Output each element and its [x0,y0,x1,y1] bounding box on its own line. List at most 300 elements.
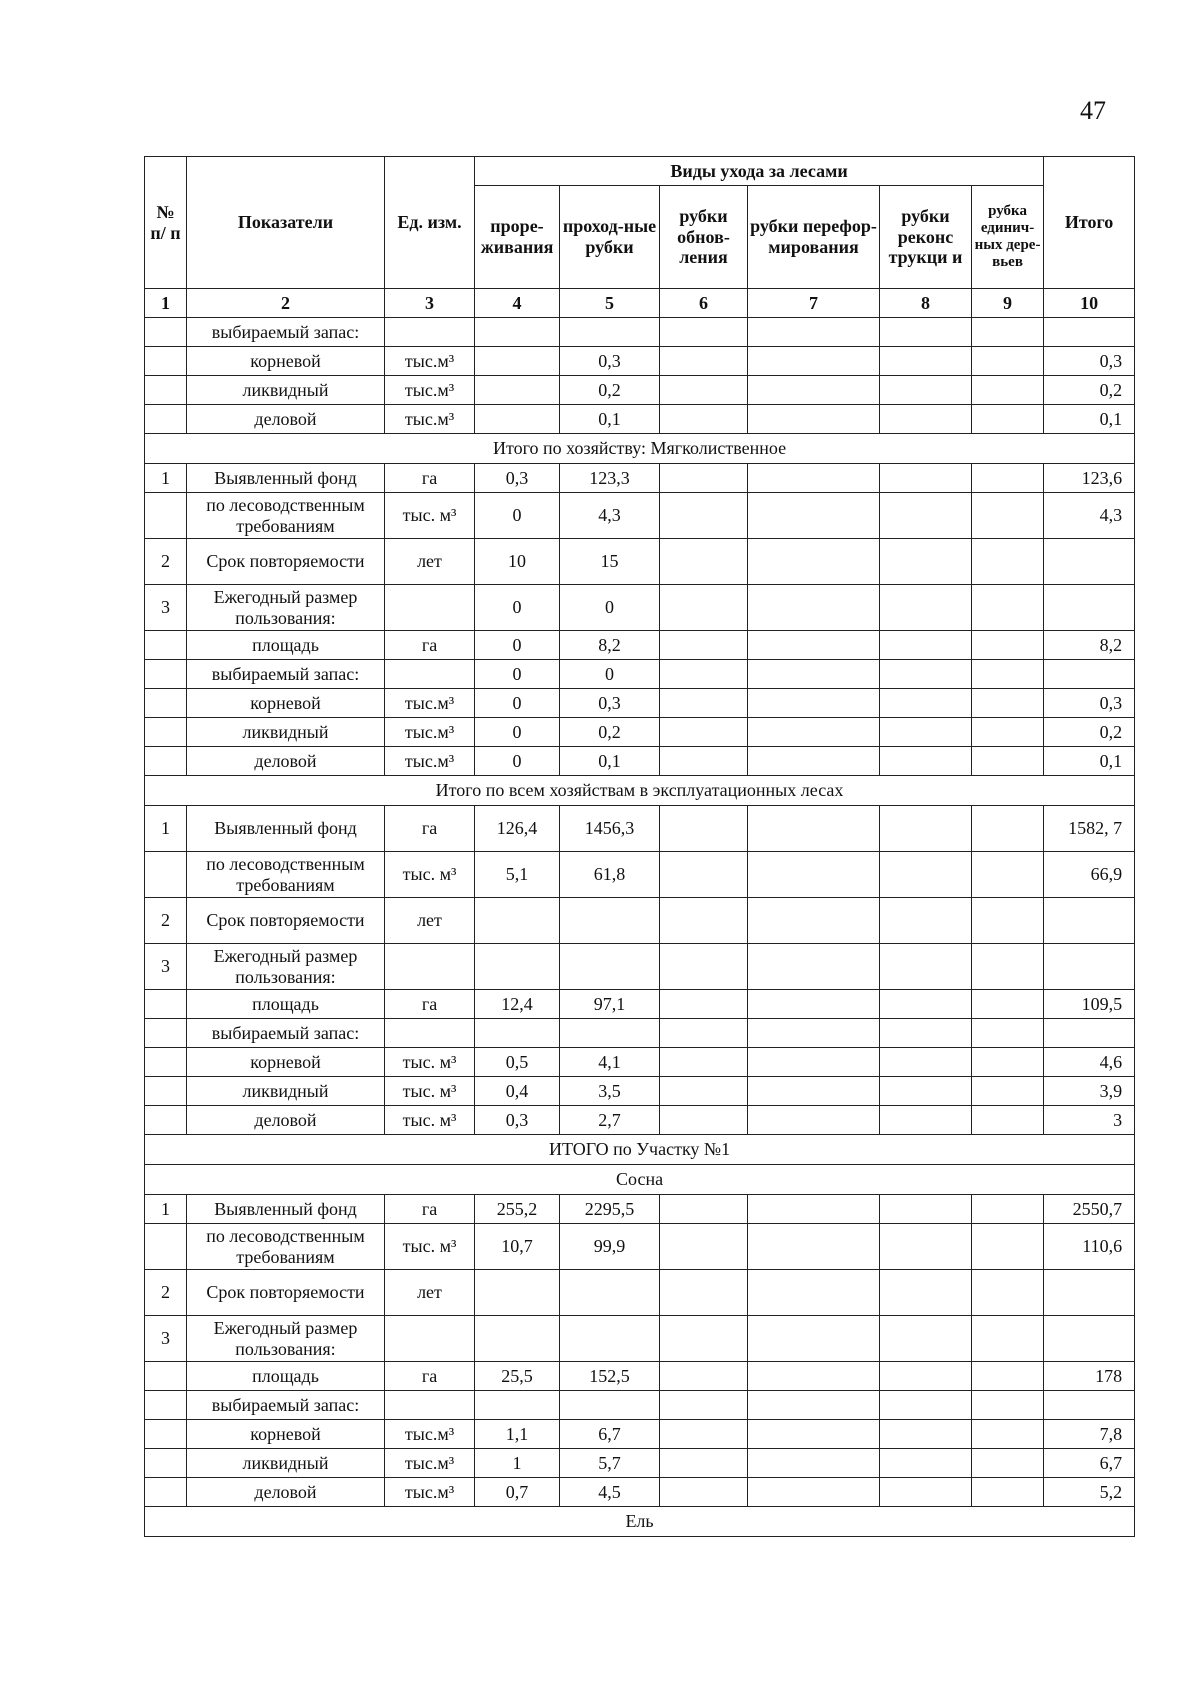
value-cell [560,1019,660,1048]
value-cell [748,539,880,585]
value-cell [560,1270,660,1316]
value-cell [660,1077,748,1106]
table-row [145,990,1135,1019]
unit-cell: тыс.м³ [385,689,475,718]
value-cell [972,1420,1044,1449]
row-number-cell [145,1362,187,1391]
row-number-cell [145,1449,187,1478]
header-type-passage-cutting: проход-ные рубки [560,186,660,289]
value-cell [972,852,1044,898]
row-number-cell [145,376,187,405]
value-cell: 6,7 [560,1420,660,1449]
total-cell: 8,2 [1044,631,1135,660]
row-number-cell [145,631,187,660]
value-cell: 255,2 [475,1195,560,1224]
value-cell: 4,1 [560,1048,660,1077]
value-cell [748,1224,880,1270]
total-cell [1044,660,1135,689]
value-cell [972,631,1044,660]
value-cell [748,747,880,776]
value-cell [475,376,560,405]
value-cell [880,718,972,747]
row-number-cell: 3 [145,585,187,631]
value-cell [748,990,880,1019]
indicator-cell: выбираемый запас: [187,660,385,689]
header-type-single-tree-cutting: рубка единич-ных дере-вьев [972,186,1044,289]
row-number-cell [145,1019,187,1048]
value-cell: 0,3 [560,689,660,718]
value-cell [660,1478,748,1507]
row-number-cell [145,1048,187,1077]
value-cell [660,585,748,631]
unit-cell: тыс.м³ [385,347,475,376]
row-number-cell: 2 [145,898,187,944]
value-cell: 2295,5 [560,1195,660,1224]
value-cell [560,898,660,944]
indicator-cell: корневой [187,689,385,718]
table-row [145,1270,1135,1316]
value-cell: 5,1 [475,852,560,898]
value-cell: 10,7 [475,1224,560,1270]
value-cell [660,747,748,776]
value-cell [880,1420,972,1449]
table-header [145,157,1135,318]
unit-cell: тыс.м³ [385,405,475,434]
value-cell [660,347,748,376]
indicator-cell: Выявленный фонд [187,806,385,852]
value-cell [880,1077,972,1106]
value-cell [972,1362,1044,1391]
value-cell [972,405,1044,434]
row-number-cell [145,405,187,434]
header-indicators: Показатели [187,157,385,289]
unit-cell: га [385,1362,475,1391]
column-number: 9 [972,289,1044,318]
section-title: Итого по всем хозяйствам в эксплуатационных лесах [145,776,1135,806]
total-cell [1044,1270,1135,1316]
indicator-cell: ликвидный [187,718,385,747]
value-cell [748,376,880,405]
column-number: 7 [748,289,880,318]
indicator-cell: площадь [187,1362,385,1391]
value-cell [972,1270,1044,1316]
total-cell: 3,9 [1044,1077,1135,1106]
value-cell [748,1048,880,1077]
value-cell [972,1449,1044,1478]
unit-cell: тыс. м³ [385,1077,475,1106]
unit-cell [385,585,475,631]
row-number-cell: 3 [145,944,187,990]
value-cell [748,1478,880,1507]
table-row [145,1048,1135,1077]
column-number: 6 [660,289,748,318]
table-row [145,1019,1135,1048]
value-cell: 0 [475,747,560,776]
table-row [145,718,1135,747]
section-title: ИТОГО по Участку №1 [145,1135,1135,1165]
value-cell: 0 [560,660,660,689]
indicator-cell: Ежегодный размер пользования: [187,944,385,990]
value-cell: 0 [475,493,560,539]
header-type-renewal-cutting: рубки обнов-ления [660,186,748,289]
column-number: 2 [187,289,385,318]
value-cell: 0,7 [475,1478,560,1507]
value-cell [880,1048,972,1077]
value-cell: 0 [560,585,660,631]
value-cell [660,852,748,898]
table-row [145,1316,1135,1362]
page-number: 47 [1080,96,1106,125]
unit-cell [385,318,475,347]
value-cell [972,660,1044,689]
value-cell [560,1391,660,1420]
value-cell [748,689,880,718]
value-cell: 126,4 [475,806,560,852]
value-cell [880,689,972,718]
value-cell [748,347,880,376]
value-cell [972,1195,1044,1224]
table-row [145,689,1135,718]
value-cell [660,405,748,434]
value-cell [880,1316,972,1362]
row-number-cell: 2 [145,539,187,585]
indicator-cell: выбираемый запас: [187,1019,385,1048]
unit-cell: лет [385,539,475,585]
value-cell [748,852,880,898]
value-cell [880,405,972,434]
indicator-cell: деловой [187,1478,385,1507]
table-body [145,318,1135,1537]
value-cell: 0 [475,585,560,631]
total-cell: 4,6 [1044,1048,1135,1077]
total-cell [1044,944,1135,990]
indicator-cell: по лесоводственным требованиям [187,493,385,539]
table-row [145,405,1135,434]
total-cell [1044,1391,1135,1420]
value-cell: 61,8 [560,852,660,898]
value-cell [972,585,1044,631]
forest-care-table [144,156,1135,1537]
value-cell [972,1224,1044,1270]
value-cell [880,1391,972,1420]
row-number-cell [145,1106,187,1135]
value-cell [748,318,880,347]
unit-cell [385,660,475,689]
value-cell [880,1449,972,1478]
header-type-reconstruction-cutting: рубки реконс трукци и [880,186,972,289]
total-cell: 0,3 [1044,347,1135,376]
value-cell [972,747,1044,776]
value-cell [748,1077,880,1106]
row-number-cell: 1 [145,1195,187,1224]
value-cell: 123,3 [560,464,660,493]
value-cell [748,898,880,944]
value-cell [880,1362,972,1391]
indicator-cell: Срок повторяемости [187,898,385,944]
total-cell [1044,1019,1135,1048]
table-row [145,898,1135,944]
value-cell [880,1224,972,1270]
value-cell: 0 [475,718,560,747]
value-cell: 0,2 [560,718,660,747]
total-cell [1044,318,1135,347]
row-number-cell [145,1478,187,1507]
total-cell: 7,8 [1044,1420,1135,1449]
value-cell [475,1391,560,1420]
total-cell: 4,3 [1044,493,1135,539]
value-cell [972,718,1044,747]
value-cell [972,1106,1044,1135]
value-cell [880,944,972,990]
row-number-cell [145,689,187,718]
value-cell [880,990,972,1019]
value-cell: 152,5 [560,1362,660,1391]
value-cell [660,1420,748,1449]
value-cell [972,1478,1044,1507]
value-cell [660,318,748,347]
indicator-cell: Срок повторяемости [187,1270,385,1316]
column-number: 5 [560,289,660,318]
value-cell [660,718,748,747]
value-cell: 97,1 [560,990,660,1019]
section-title: Сосна [145,1165,1135,1195]
value-cell [748,660,880,689]
indicator-cell: ликвидный [187,1449,385,1478]
section-title: Ель [145,1507,1135,1537]
total-cell: 0,1 [1044,747,1135,776]
total-cell: 0,1 [1044,405,1135,434]
value-cell [660,1048,748,1077]
value-cell [748,1270,880,1316]
unit-cell: га [385,990,475,1019]
value-cell [972,493,1044,539]
row-number-cell [145,1077,187,1106]
total-cell: 178 [1044,1362,1135,1391]
value-cell [880,347,972,376]
header-total: Итого [1044,157,1135,289]
row-number-cell [145,493,187,539]
table-row [145,660,1135,689]
row-number-cell: 1 [145,806,187,852]
value-cell: 0 [475,631,560,660]
row-number-cell [145,1420,187,1449]
value-cell [475,1270,560,1316]
row-number-cell [145,852,187,898]
row-number-cell [145,1391,187,1420]
value-cell [972,1316,1044,1362]
indicator-cell: корневой [187,347,385,376]
value-cell [660,1106,748,1135]
total-cell: 1582, 7 [1044,806,1135,852]
value-cell: 2,7 [560,1106,660,1135]
value-cell: 1456,3 [560,806,660,852]
unit-cell: га [385,464,475,493]
value-cell [880,1478,972,1507]
value-cell [748,1362,880,1391]
value-cell [972,539,1044,585]
value-cell: 1,1 [475,1420,560,1449]
value-cell: 12,4 [475,990,560,1019]
total-cell [1044,898,1135,944]
value-cell [972,347,1044,376]
indicator-cell: ликвидный [187,1077,385,1106]
value-cell: 5,7 [560,1449,660,1478]
value-cell [475,944,560,990]
value-cell [748,806,880,852]
table-row [145,464,1135,493]
table-row [145,585,1135,631]
value-cell [660,1391,748,1420]
table-row [145,747,1135,776]
row-number-cell [145,990,187,1019]
unit-cell: тыс. м³ [385,493,475,539]
value-cell [880,806,972,852]
value-cell [972,806,1044,852]
value-cell [660,376,748,405]
value-cell [972,1077,1044,1106]
section-header-row [145,1507,1135,1537]
unit-cell: лет [385,898,475,944]
value-cell [748,944,880,990]
value-cell [748,1449,880,1478]
value-cell [660,660,748,689]
table-row [145,1391,1135,1420]
table-row [145,631,1135,660]
value-cell: 0,2 [560,376,660,405]
header-unit: Ед. изм. [385,157,475,289]
table-row [145,493,1135,539]
value-cell [880,747,972,776]
value-cell [475,898,560,944]
unit-cell: тыс.м³ [385,1420,475,1449]
section-header-row [145,1135,1135,1165]
value-cell [560,944,660,990]
unit-cell [385,1316,475,1362]
value-cell [880,464,972,493]
value-cell [748,493,880,539]
unit-cell [385,1019,475,1048]
unit-cell [385,1391,475,1420]
row-number-cell: 1 [145,464,187,493]
value-cell [660,493,748,539]
value-cell: 4,5 [560,1478,660,1507]
value-cell [972,689,1044,718]
section-header-row [145,434,1135,464]
unit-cell: тыс.м³ [385,1449,475,1478]
indicator-cell: Срок повторяемости [187,539,385,585]
unit-cell: лет [385,1270,475,1316]
value-cell [660,539,748,585]
column-number: 4 [475,289,560,318]
indicator-cell: по лесоводственным требованиям [187,1224,385,1270]
unit-cell: га [385,806,475,852]
value-cell [748,1019,880,1048]
row-number-cell: 2 [145,1270,187,1316]
value-cell: 0,1 [560,747,660,776]
value-cell: 8,2 [560,631,660,660]
total-cell: 2550,7 [1044,1195,1135,1224]
indicator-cell: площадь [187,990,385,1019]
value-cell [880,1106,972,1135]
indicator-cell: деловой [187,1106,385,1135]
row-number-cell [145,660,187,689]
column-number: 3 [385,289,475,318]
indicator-cell: выбираемый запас: [187,1391,385,1420]
indicator-cell: корневой [187,1420,385,1449]
header-no: № п/ п [145,157,187,289]
value-cell [748,585,880,631]
value-cell: 0,5 [475,1048,560,1077]
table-row [145,1362,1135,1391]
column-number: 8 [880,289,972,318]
value-cell: 99,9 [560,1224,660,1270]
section-header-row [145,776,1135,806]
value-cell [748,631,880,660]
value-cell: 4,3 [560,493,660,539]
row-number-cell [145,747,187,776]
value-cell: 0 [475,689,560,718]
value-cell [972,898,1044,944]
value-cell [748,405,880,434]
table-row [145,318,1135,347]
value-cell [660,806,748,852]
value-cell [660,990,748,1019]
indicator-cell: Выявленный фонд [187,1195,385,1224]
value-cell: 0,3 [560,347,660,376]
unit-cell: тыс.м³ [385,718,475,747]
indicator-cell: площадь [187,631,385,660]
value-cell: 1 [475,1449,560,1478]
indicator-cell: Выявленный фонд [187,464,385,493]
total-cell: 109,5 [1044,990,1135,1019]
value-cell [475,1019,560,1048]
value-cell [560,1316,660,1362]
value-cell [972,318,1044,347]
value-cell [880,376,972,405]
value-cell [880,852,972,898]
value-cell: 0,4 [475,1077,560,1106]
unit-cell: тыс.м³ [385,747,475,776]
column-number: 10 [1044,289,1135,318]
row-number-cell: 3 [145,1316,187,1362]
value-cell [880,898,972,944]
total-cell: 0,3 [1044,689,1135,718]
value-cell [972,944,1044,990]
value-cell [880,585,972,631]
value-cell [748,1391,880,1420]
value-cell [880,1270,972,1316]
value-cell [660,689,748,718]
value-cell [560,318,660,347]
value-cell [972,990,1044,1019]
table-row [145,1106,1135,1135]
total-cell: 0,2 [1044,376,1135,405]
value-cell: 0,3 [475,1106,560,1135]
row-number-cell [145,347,187,376]
table-row [145,376,1135,405]
value-cell [475,1316,560,1362]
value-cell [972,1391,1044,1420]
value-cell [748,1420,880,1449]
value-cell [972,1048,1044,1077]
unit-cell: га [385,1195,475,1224]
header-type-reformation-cutting: рубки перефор-мирования [748,186,880,289]
total-cell [1044,539,1135,585]
total-cell: 123,6 [1044,464,1135,493]
table-row [145,1420,1135,1449]
unit-cell: тыс. м³ [385,1106,475,1135]
value-cell [660,1270,748,1316]
